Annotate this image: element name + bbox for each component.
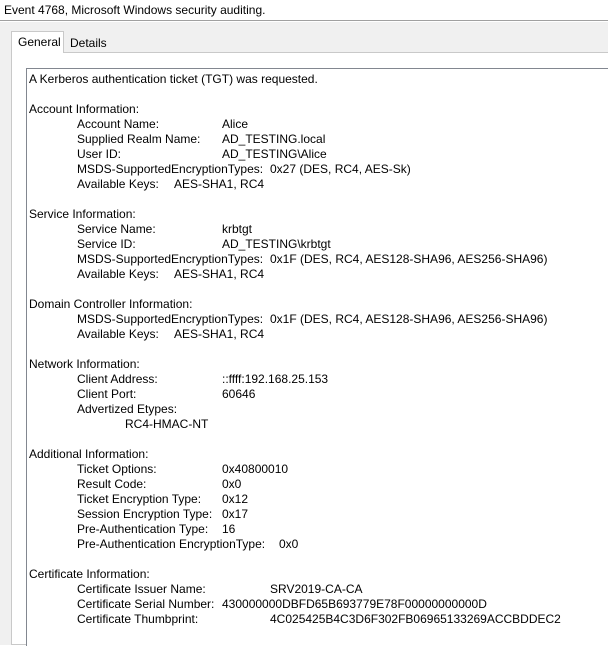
account-enc-value: 0x27 (DES, RC4, AES-Sk) — [270, 162, 411, 176]
etypes-label: Advertized Etypes: — [77, 402, 178, 416]
dc-keys-value: AES-SHA1, RC4 — [174, 327, 265, 341]
general-tab-panel — [11, 52, 608, 645]
event-properties-client — [0, 22, 608, 645]
result-code-value: 0x0 — [222, 477, 242, 491]
service-section-title: Service Information: — [29, 207, 136, 221]
ticket-options-value: 0x40800010 — [222, 462, 289, 476]
result-code-label: Result Code: — [77, 477, 147, 491]
dc-enc-label: MSDS-SupportedEncryptionTypes: — [77, 312, 264, 326]
preauth-type-value: 16 — [222, 522, 236, 536]
cert-serial-value: 430000000DBFD65B693779E78F00000000000D — [222, 597, 487, 611]
ticket-options-label: Ticket Options: — [77, 462, 157, 476]
service-enc-value: 0x1F (DES, RC4, AES128-SHA96, AES256-SHA96) — [270, 252, 548, 266]
account-keys-label: Available Keys: — [77, 177, 159, 191]
preauth-enc-value: 0x0 — [279, 537, 299, 551]
dc-enc-value: 0x1F (DES, RC4, AES128-SHA96, AES256-SHA96) — [270, 312, 548, 326]
etype-value: RC4-HMAC-NT — [125, 417, 209, 431]
cert-issuer-label: Certificate Issuer Name: — [77, 582, 206, 596]
service-keys-value: AES-SHA1, RC4 — [174, 267, 265, 281]
network-section-title: Network Information: — [29, 357, 140, 371]
client-port-label: Client Port: — [77, 387, 137, 401]
realm-label: Supplied Realm Name: — [77, 132, 201, 146]
dc-section-title: Domain Controller Information: — [29, 297, 193, 311]
user-id-value: AD_TESTING\Alice — [222, 147, 327, 161]
service-enc-label: MSDS-SupportedEncryptionTypes: — [77, 252, 264, 266]
account-name-value: Alice — [222, 117, 249, 131]
service-id-label: Service ID: — [77, 237, 136, 251]
client-address-value: ::ffff:192.168.25.153 — [222, 372, 329, 386]
dc-keys-label: Available Keys: — [77, 327, 159, 341]
account-keys-value: AES-SHA1, RC4 — [174, 177, 265, 191]
account-name-label: Account Name: — [77, 117, 160, 131]
client-port-value: 60646 — [222, 387, 256, 401]
ticket-enc-label: Ticket Encryption Type: — [77, 492, 202, 506]
cert-issuer-value: SRV2019-CA-CA — [270, 582, 363, 596]
event-description-textbox[interactable] — [26, 68, 608, 646]
service-keys-label: Available Keys: — [77, 267, 159, 281]
service-name-label: Service Name: — [77, 222, 156, 236]
realm-value: AD_TESTING.local — [222, 132, 326, 146]
preauth-enc-label: Pre-Authentication EncryptionType: — [77, 537, 266, 551]
tab-details[interactable]: Details — [70, 36, 107, 50]
client-address-label: Client Address: — [77, 372, 158, 386]
user-id-label: User ID: — [77, 147, 122, 161]
preauth-type-label: Pre-Authentication Type: — [77, 522, 209, 536]
cert-thumbprint-value: 4C025425B4C3D6F302FB06965133269ACCBDDEC2 — [270, 612, 561, 626]
service-name-value: krbtgt — [222, 222, 253, 236]
event-heading: A Kerberos authentication ticket (TGT) was requested. — [29, 72, 318, 86]
account-enc-label: MSDS-SupportedEncryptionTypes: — [77, 162, 264, 176]
account-section-title: Account Information: — [29, 102, 140, 116]
certificate-section-title: Certificate Information: — [29, 567, 150, 581]
ticket-enc-value: 0x12 — [222, 492, 249, 506]
window-title: Event 4768, Microsoft Windows security auditing. — [0, 0, 608, 21]
service-id-value: AD_TESTING\krbtgt — [222, 237, 331, 251]
session-enc-label: Session Encryption Type: — [77, 507, 213, 521]
cert-thumbprint-label: Certificate Thumbprint: — [77, 612, 199, 626]
tab-general[interactable]: General — [11, 31, 64, 53]
session-enc-value: 0x17 — [222, 507, 249, 521]
additional-section-title: Additional Information: — [29, 447, 149, 461]
cert-serial-label: Certificate Serial Number: — [77, 597, 215, 611]
